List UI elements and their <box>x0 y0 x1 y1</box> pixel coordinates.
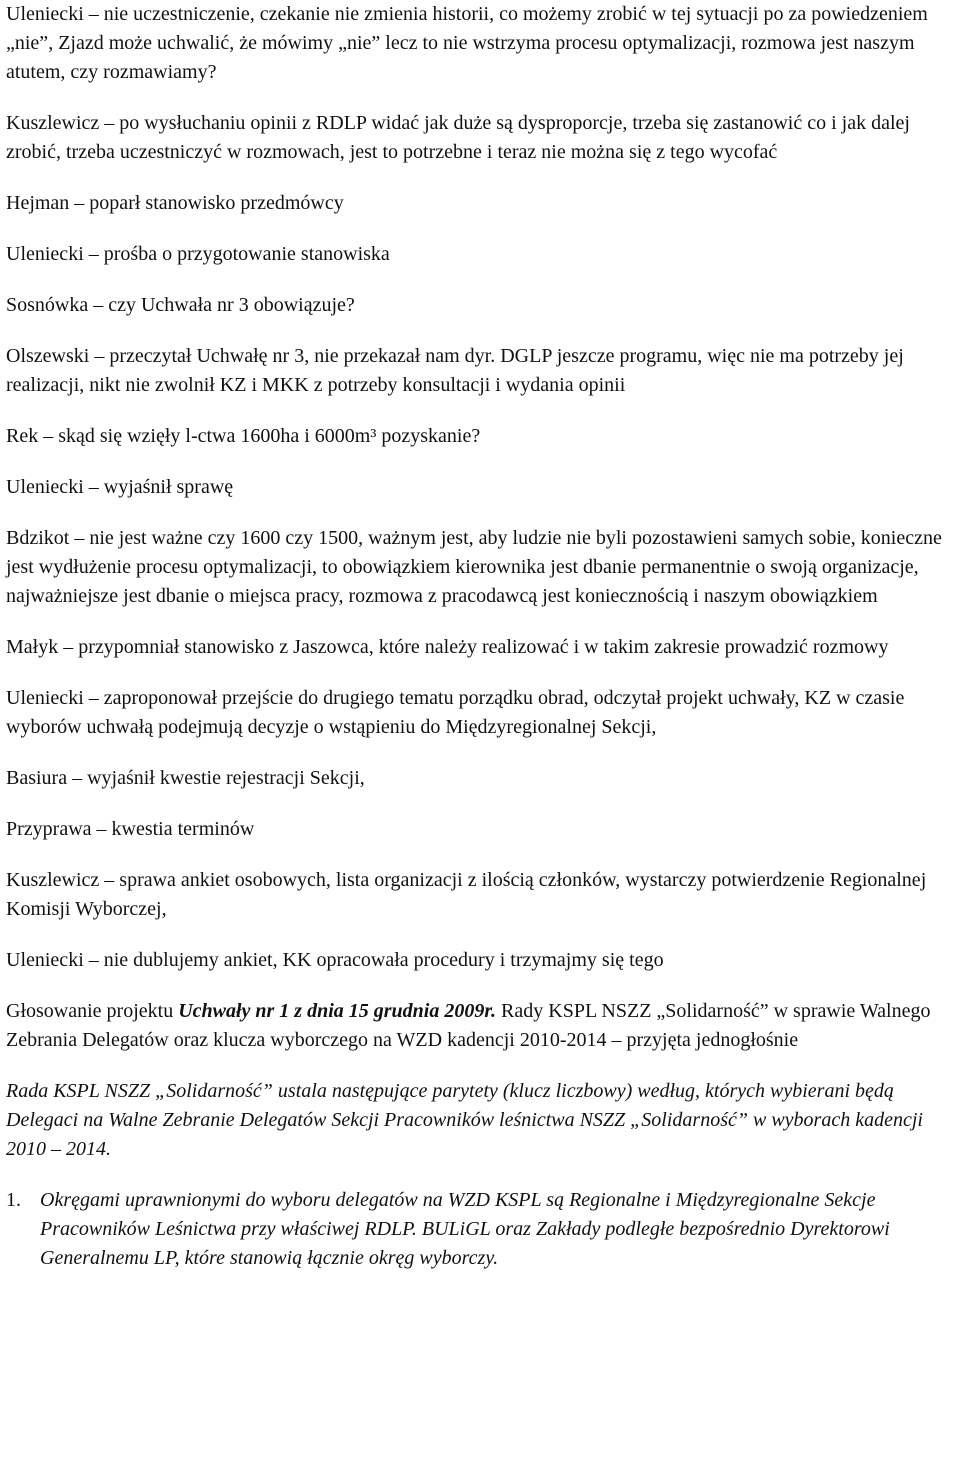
voting-suffix: Rady KSPL NSZZ „Solidarność” w sprawie Walnego Zebrania Delegatów oraz klucza wyborczego na WZD kadencji 2010-2014 – przyjęta jednogłośnie <box>6 1000 931 1051</box>
paragraph-sosnowka: Sosnówka – czy Uchwała nr 3 obowiązuje? <box>6 294 355 316</box>
paragraph-przyprawa: Przyprawa – kwestia terminów <box>6 818 255 840</box>
list-item-text: Okręgami uprawnionymi do wyboru delegatów na WZD KSPL są Regionalne i Międzyregionalne Sekcje Pracowników Leśnictwa przy właściwej RDLP. BULiGL oraz Zakłady podległe bezpośrednio Dyrektorowi Generalnemu LP, które stanowią łącznie okręg wyborczy. <box>40 1189 890 1269</box>
paragraph-basiura: Basiura – wyjaśnił kwestie rejestracji Sekcji, <box>6 767 365 789</box>
paragraph-kuszlewicz-1: Kuszlewicz – po wysłuchaniu opinii z RDLP widać jak duże są dysproporcje, trzeba się zastanowić co i jak dalej zrobić, trzeba uczestniczyć w rozmowach, jest to potrzebne i teraz nie można się z tego wycofać <box>6 112 910 163</box>
paragraph-uleniecki-5: Uleniecki – nie dublujemy ankiet, KK opracowała procedury i trzymajmy się tego <box>6 949 664 971</box>
paragraph-uleniecki-4: Uleniecki – zaproponował przejście do drugiego tematu porządku obrad, odczytał projekt uchwały, KZ w czasie wyborów uchwałą podejmują decyzje o wstąpieniu do Międzyregionalnej Sekcji, <box>6 687 905 738</box>
paragraph-rek: Rek – skąd się wzięły l-ctwa 1600ha i 6000m³ pozyskanie? <box>6 425 481 447</box>
voting-prefix: Głosowanie projektu <box>6 1000 179 1022</box>
list-item <box>6 1186 952 1273</box>
paragraph-uleniecki-1: Uleniecki – nie uczestniczenie, czekanie nie zmienia historii, co możemy zrobić w tej sytuacji po za powiedzeniem „nie”, Zjazd może uchwalić, że mówimy „nie” lecz to nie wstrzyma procesu optymalizacji, rozmowa jest naszym atutem, czy rozmawiamy? <box>6 3 928 83</box>
paragraph-resolution-intro: Rada KSPL NSZZ „Solidarność” ustala następujące parytety (klucz liczbowy) według, których wybierani będą Delegaci na Walne Zebranie Delegatów Sekcji Pracowników leśnictwa NSZZ „Solidarność” w wyborach kadencji 2010 – 2014. <box>6 1080 923 1160</box>
paragraph-uleniecki-2: Uleniecki – prośba o przygotowanie stanowiska <box>6 243 390 265</box>
paragraph-hejman: Hejman – poparł stanowisko przedmówcy <box>6 192 344 214</box>
paragraph-bdzikot: Bdzikot – nie jest ważne czy 1600 czy 1500, ważnym jest, aby ludzie nie byli pozostawieni samych sobie, konieczne jest wydłużenie procesu optymalizacji, to obowiązkiem kierownika jest dbanie permanentnie o swoją organizacje, najważniejsze jest dbanie o miejsca pracy, rozmowa z pracodawcą jest koniecznością i naszym obowiązkiem <box>6 527 942 607</box>
paragraph-olszewski: Olszewski – przeczytał Uchwałę nr 3, nie przekazał nam dyr. DGLP jeszcze programu, więc nie ma potrzeby jej realizacji, nikt nie zwolnił KZ i MKK z potrzeby konsultacji i wydania opinii <box>6 345 904 396</box>
paragraph-voting <box>6 997 952 1055</box>
list-item-number: 1. <box>6 1189 21 1211</box>
document-page <box>6 0 952 1273</box>
voting-resolution-title: Uchwały nr 1 z dnia 15 grudnia 2009r. <box>178 1000 497 1022</box>
paragraph-kuszlewicz-2: Kuszlewicz – sprawa ankiet osobowych, lista organizacji z ilością członków, wystarczy potwierdzenie Regionalnej Komisji Wyborczej, <box>6 869 927 920</box>
paragraph-uleniecki-3: Uleniecki – wyjaśnił sprawę <box>6 476 234 498</box>
paragraph-malyk: Małyk – przypomniał stanowisko z Jaszowca, które należy realizować i w takim zakresie prowadzić rozmowy <box>6 636 889 658</box>
